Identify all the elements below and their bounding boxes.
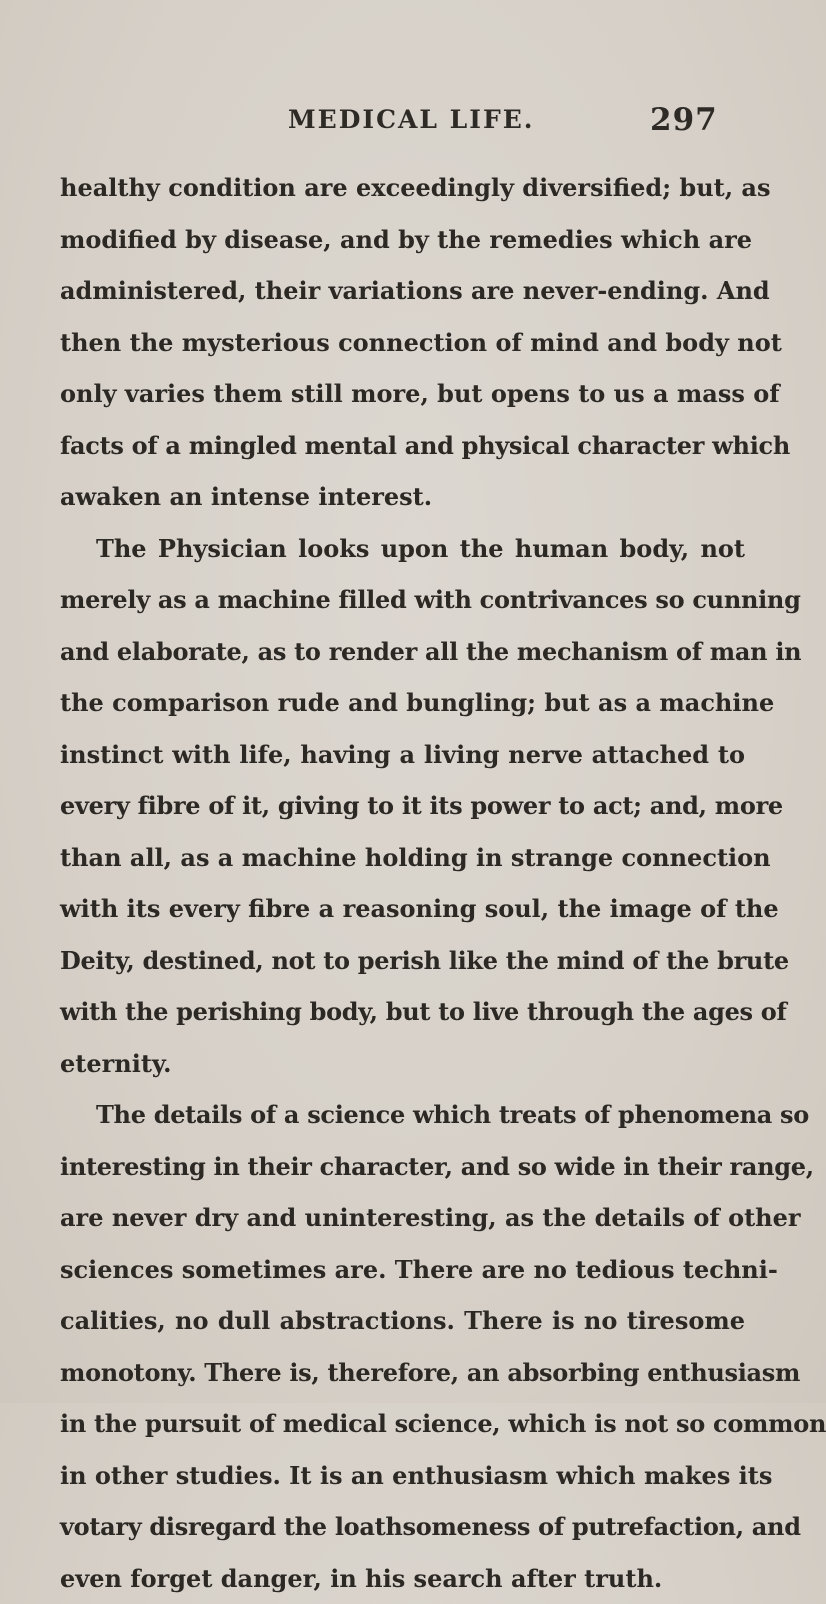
running-head (0, 100, 801, 140)
text-line: and elaborate, as to render all the mechanism of man in (60, 626, 745, 678)
text-line: facts of a mingled mental and physical character which (60, 420, 745, 472)
text-line: eternity. (60, 1038, 745, 1090)
text-line: merely as a machine filled with contrivances so cunning (60, 574, 745, 626)
text-line: administered, their variations are never-ending. And (60, 265, 745, 317)
paragraph-2 (60, 523, 745, 1090)
text-line: with the perishing body, but to live through the ages of (60, 986, 745, 1038)
text-line: with its every fibre a reasoning soul, the image of the (60, 883, 745, 935)
text-line: every fibre of it, giving to it its power to act; and, more (60, 780, 745, 832)
text-line: healthy condition are exceedingly diversified; but, as (60, 162, 745, 214)
text-line: in other studies. It is an enthusiasm which makes its (60, 1450, 745, 1502)
text-line: only varies them still more, but opens to us a mass of (60, 368, 745, 420)
text-line: instinct with life, having a living nerve attached to (60, 729, 745, 781)
text-line: votary disregard the loathsomeness of putrefaction, and (60, 1501, 745, 1553)
text-line: The details of a science which treats of phenomena so (60, 1089, 745, 1141)
page-number: 297 (650, 100, 718, 140)
text-line: monotony. There is, therefore, an absorbing enthusiasm (60, 1347, 745, 1399)
text-line: then the mysterious connection of mind and body not (60, 317, 745, 369)
text-line: awaken an intense interest. (60, 471, 745, 523)
text-line: in the pursuit of medical science, which is not so common (60, 1398, 745, 1450)
running-title: MEDICAL LIFE. (288, 100, 534, 140)
text-line: interesting in their character, and so wide in their range, (60, 1141, 745, 1193)
text-line: the comparison rude and bungling; but as a machine (60, 677, 745, 729)
text-line: calities, no dull abstractions. There is no tiresome (60, 1295, 745, 1347)
text-line: Deity, destined, not to perish like the mind of the brute (60, 935, 745, 987)
text-line: even forget danger, in his search after truth. (60, 1553, 745, 1604)
paragraph-1 (60, 162, 745, 523)
text-line: The Physician looks upon the human body, not (60, 523, 745, 575)
text-line: than all, as a machine holding in strange connection (60, 832, 745, 884)
paragraph-3 (60, 1089, 745, 1604)
body-text (60, 162, 745, 1604)
text-line: are never dry and uninteresting, as the details of other (60, 1192, 745, 1244)
text-line: sciences sometimes are. There are no tedious techni- (60, 1244, 745, 1296)
text-line: modified by disease, and by the remedies which are (60, 214, 745, 266)
